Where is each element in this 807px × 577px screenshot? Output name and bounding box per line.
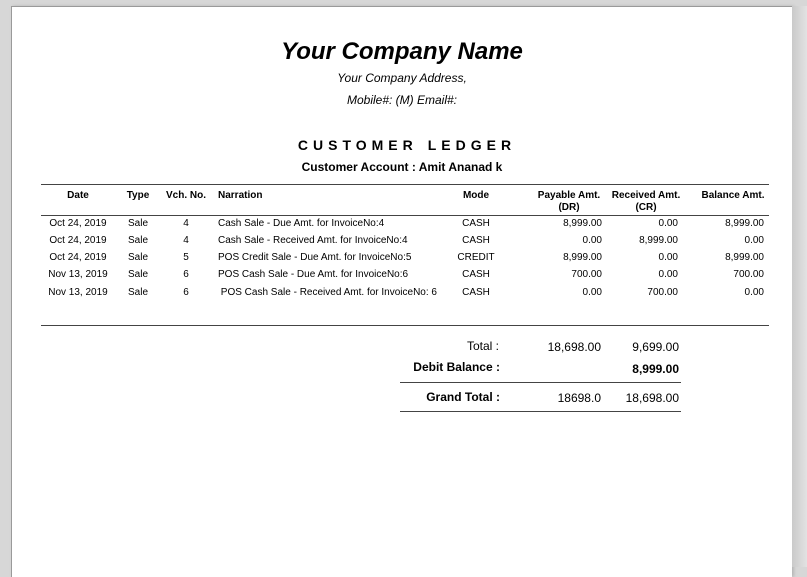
col-header-narration: Narration: [218, 190, 263, 201]
row-received: 8,999.00: [639, 235, 678, 246]
row-received: 0.00: [658, 218, 678, 229]
row-type: Sale: [127, 218, 148, 229]
col-header-payable-line-1: Payable Amt.: [537, 190, 601, 201]
col-header-date: Date: [67, 190, 89, 201]
report-page: [11, 6, 792, 577]
total-received: 9,699.00: [632, 340, 679, 354]
row-date: Oct 24, 2019: [49, 235, 107, 246]
table-header-rule: [41, 215, 769, 216]
row-narration: Cash Sale - Received Amt. for InvoiceNo:4: [218, 235, 408, 246]
row-narration: POS Cash Sale - Received Amt. for InvoiceNo: 6: [218, 287, 437, 298]
row-received: 0.00: [658, 252, 678, 263]
company-address: Your Company Address,: [337, 71, 467, 85]
grand-total-payable: 18698.0: [557, 391, 601, 405]
row-mode: CREDIT: [457, 252, 495, 263]
col-header-balance: Balance Amt.: [701, 190, 765, 201]
row-mode: CASH: [462, 269, 490, 280]
row-type: Sale: [127, 235, 148, 246]
table-top-rule: [41, 184, 769, 185]
company-contact: Mobile#: (M) Email#:: [346, 93, 458, 107]
row-vch-no: 6: [183, 269, 189, 280]
col-header-payable: [529, 190, 609, 214]
row-type: Sale: [127, 252, 148, 263]
row-mode: CASH: [462, 218, 490, 229]
col-header-received-line-1: Received Amt.: [611, 190, 681, 201]
grand-total-label: Grand Total :: [426, 390, 500, 404]
customer-account-line: [12, 160, 792, 174]
viewer-right-edge: [792, 6, 807, 567]
col-header-type: Type: [126, 190, 150, 201]
company-name: Your Company Name: [281, 38, 523, 65]
row-mode: CASH: [462, 287, 490, 298]
report-title-word-1: CUSTOMER: [297, 137, 418, 153]
row-date: Nov 13, 2019: [48, 269, 108, 280]
row-date: Nov 13, 2019: [48, 287, 108, 298]
row-date: Oct 24, 2019: [49, 252, 107, 263]
debit-balance-label: Debit Balance :: [413, 360, 500, 374]
col-header-received-line-2: (CR): [635, 202, 657, 213]
grand-total-bottom-rule: [400, 411, 681, 412]
row-narration: Cash Sale - Due Amt. for InvoiceNo:4: [218, 218, 385, 229]
row-type: Sale: [127, 287, 148, 298]
report-title: [12, 137, 792, 153]
col-header-payable-line-2: (DR): [558, 202, 580, 213]
row-balance: 700.00: [733, 269, 764, 280]
row-payable: 0.00: [582, 235, 602, 246]
col-header-mode: Mode: [462, 190, 490, 201]
row-payable: 700.00: [571, 269, 602, 280]
customer-account-name: Amit Ananad k: [418, 160, 503, 174]
row-payable: 8,999.00: [563, 218, 602, 229]
debit-balance-value: 8,999.00: [632, 362, 679, 376]
col-header-vch-no: Vch. No.: [165, 190, 206, 201]
row-balance: 0.00: [744, 235, 764, 246]
row-received: 0.00: [658, 269, 678, 280]
row-vch-no: 4: [183, 218, 189, 229]
row-payable: 0.00: [582, 287, 602, 298]
row-balance: 8,999.00: [725, 252, 764, 263]
row-mode: CASH: [462, 235, 490, 246]
row-narration: POS Cash Sale - Due Amt. for InvoiceNo:6: [218, 269, 409, 280]
row-vch-no: 4: [183, 235, 189, 246]
total-label: Total :: [466, 339, 499, 353]
customer-account-label: Customer Account :: [301, 160, 416, 174]
table-bottom-rule: [41, 325, 769, 326]
row-balance: 8,999.00: [725, 218, 764, 229]
row-received: 700.00: [647, 287, 678, 298]
row-balance: 0.00: [744, 287, 764, 298]
row-payable: 8,999.00: [563, 252, 602, 263]
row-date: Oct 24, 2019: [49, 218, 107, 229]
grand-total-top-rule: [400, 382, 681, 383]
total-payable: 18,698.00: [547, 340, 601, 354]
row-narration: POS Credit Sale - Due Amt. for InvoiceNo:5: [218, 252, 412, 263]
row-type: Sale: [127, 269, 148, 280]
row-vch-no: 5: [183, 252, 189, 263]
report-title-word-2: LEDGER: [427, 137, 517, 153]
grand-total-received: 18,698.00: [625, 391, 679, 405]
row-vch-no: 6: [183, 287, 189, 298]
col-header-received: [606, 190, 686, 214]
